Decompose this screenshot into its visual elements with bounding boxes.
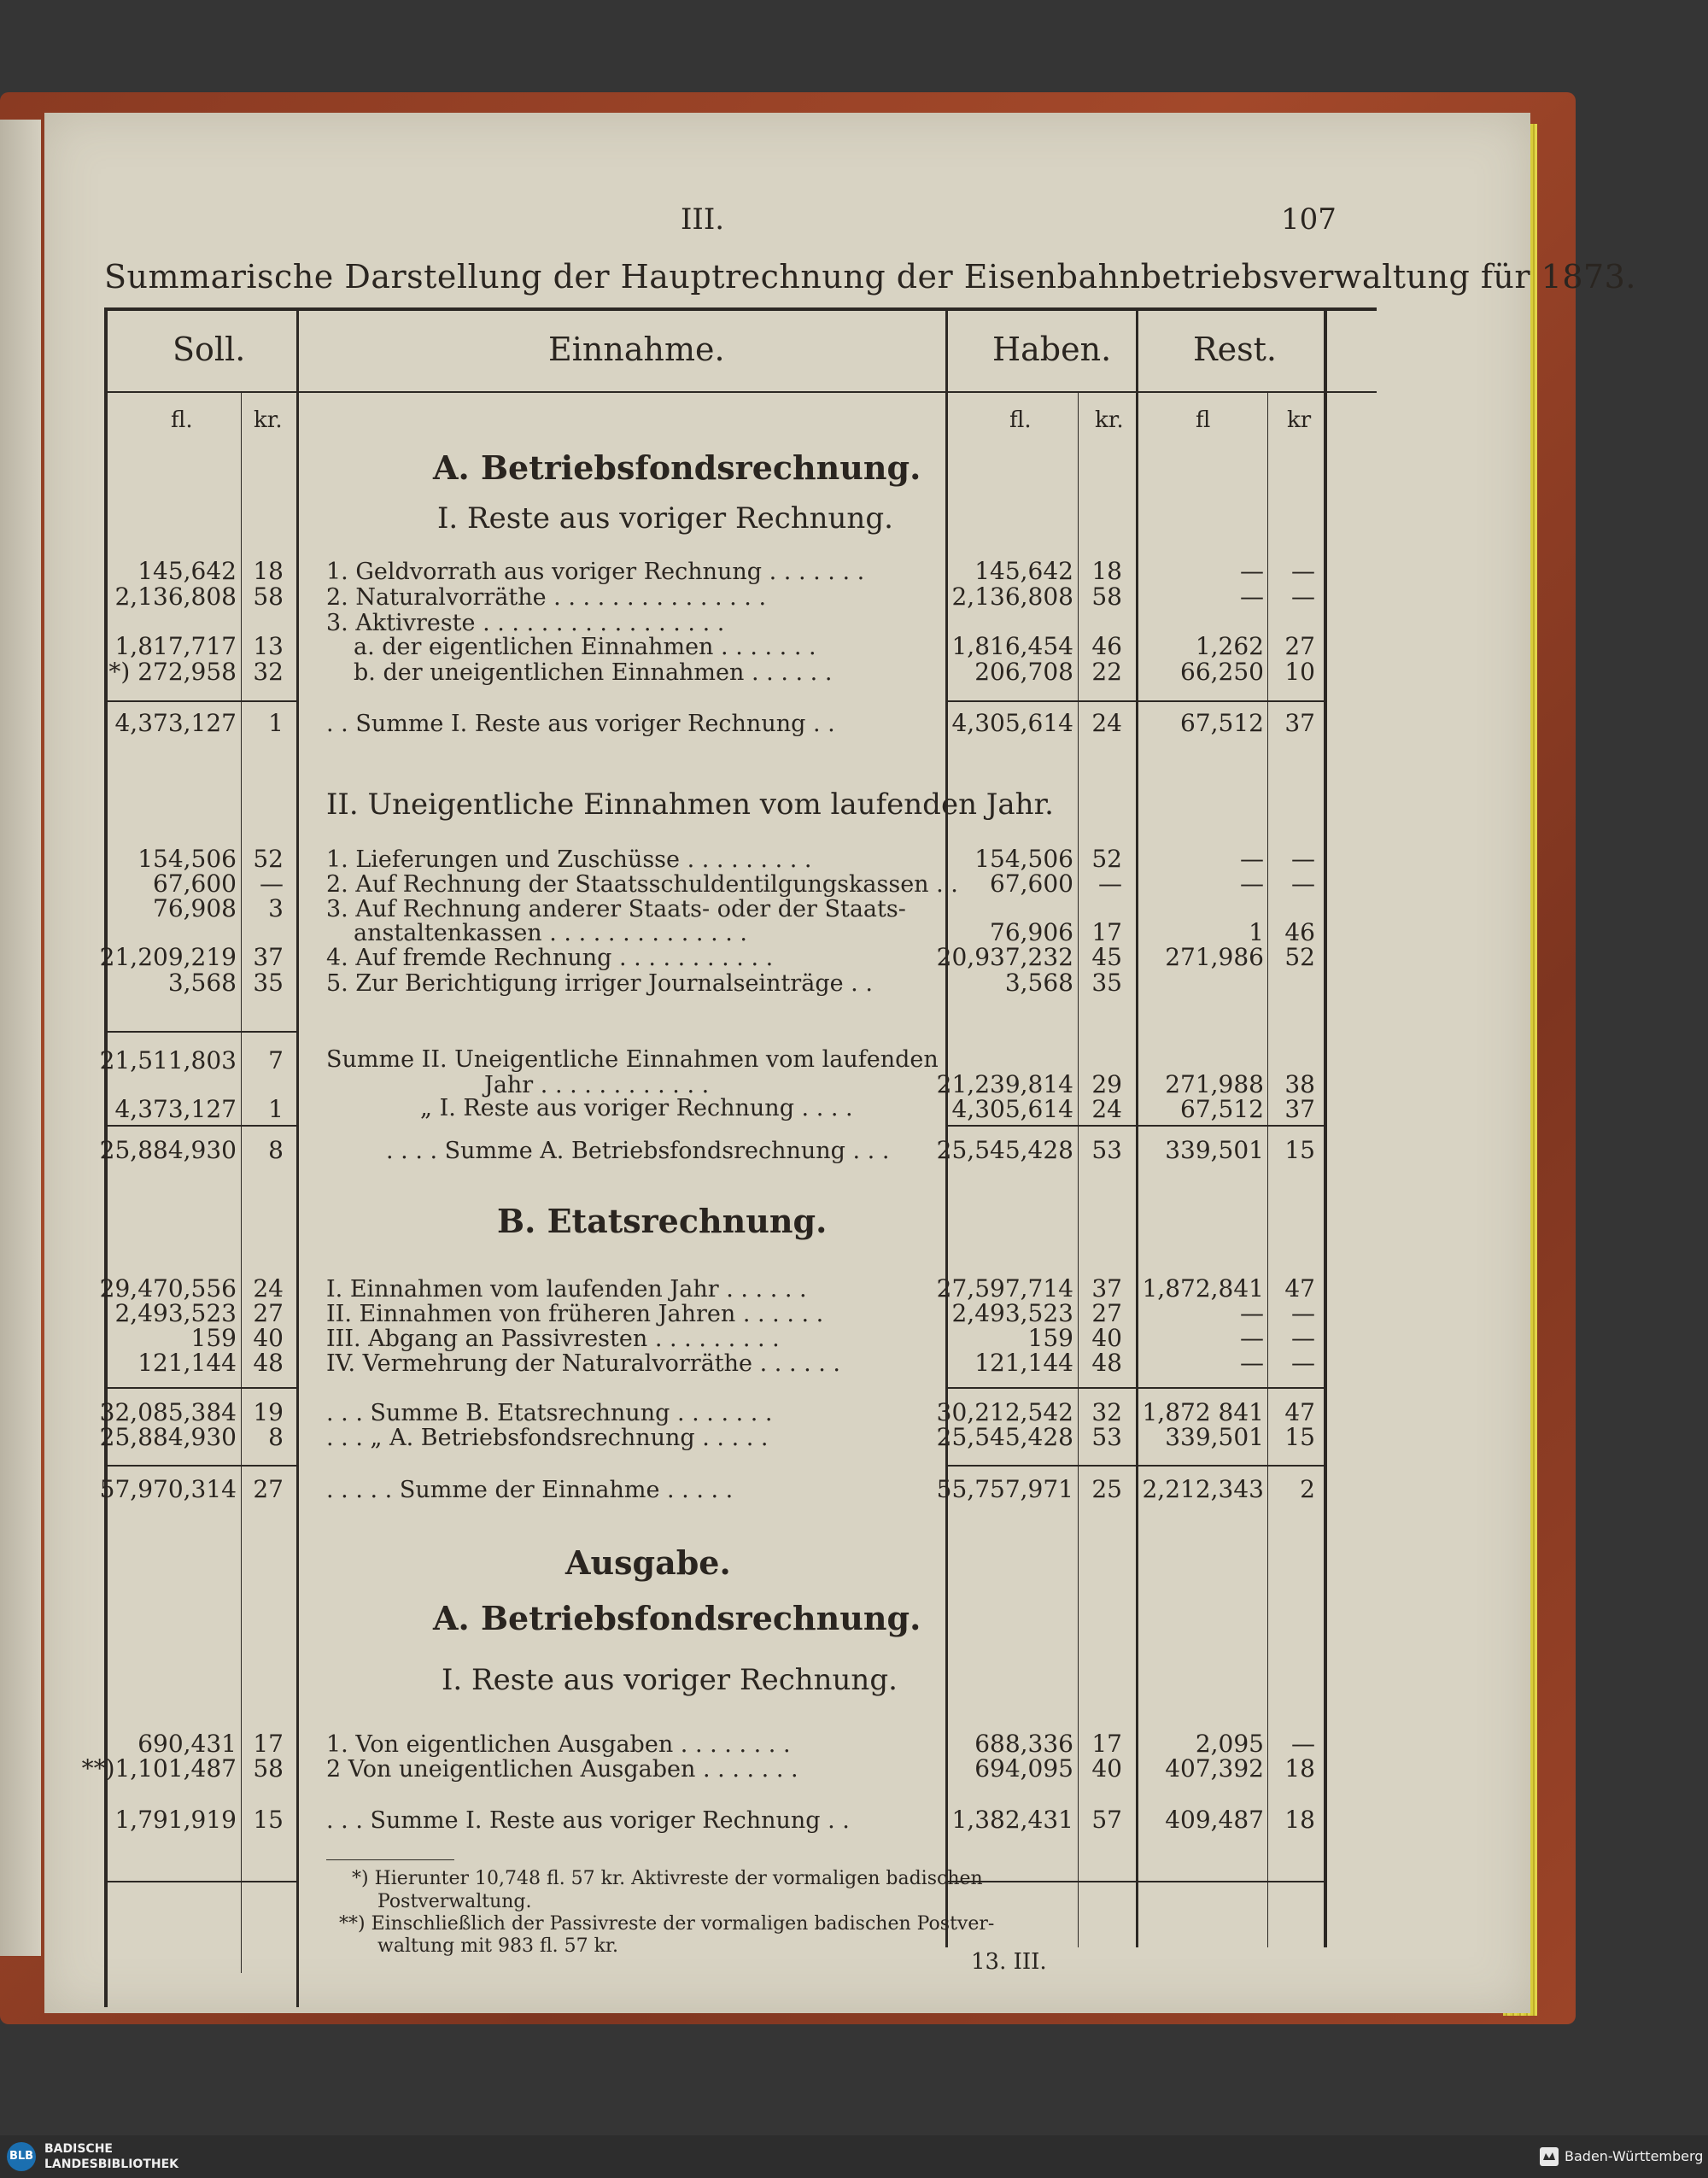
- rest-kr: 27: [1284, 632, 1315, 660]
- haben-fl: 145,642: [974, 557, 1073, 585]
- rest-fl: 67,512: [1180, 1095, 1264, 1123]
- row-text: 3. Aktivreste . . . . . . . . . . . . . . . . .: [326, 610, 725, 636]
- rest-kr: 38: [1284, 1070, 1315, 1098]
- haben-kr: 45: [1091, 943, 1122, 971]
- haben-kr: 35: [1091, 969, 1122, 997]
- unit-haben-kr: kr.: [1095, 407, 1124, 433]
- document-page: [44, 113, 1636, 2013]
- rest-fl: 2,095: [1195, 1730, 1264, 1758]
- haben-fl: 4,305,614: [951, 1095, 1073, 1123]
- haben-kr: 22: [1091, 658, 1122, 686]
- rest-kr: —: [1291, 845, 1315, 873]
- rest-fl: —: [1240, 1349, 1264, 1377]
- rest-fl: —: [1240, 1299, 1264, 1327]
- row-text: I. Einnahmen vom laufenden Jahr . . . . . .: [326, 1276, 807, 1303]
- row-text: 2. Naturalvorräthe . . . . . . . . . . . . . . .: [326, 584, 767, 611]
- soll-kr: 32: [253, 658, 284, 686]
- haben-kr: 32: [1091, 1398, 1122, 1426]
- rest-fl: —: [1240, 583, 1264, 611]
- haben-kr: 46: [1091, 632, 1122, 660]
- row-text: 3. Auf Rechnung anderer Staats- oder der Staats-: [326, 896, 906, 922]
- footnote-1-cont: Postverwaltung.: [377, 1891, 532, 1912]
- blb-line-1: BADISCHE: [44, 2142, 113, 2156]
- rest-kr: —: [1291, 557, 1315, 585]
- haben-fl: 30,212,542: [936, 1398, 1073, 1426]
- rest-fl: 66,250: [1180, 658, 1264, 686]
- rest-fl: —: [1240, 557, 1264, 585]
- haben-fl: 694,095: [974, 1754, 1073, 1783]
- rest-kr: 52: [1284, 943, 1315, 971]
- section-a-title: A. Betriebsfondsrechnung.: [433, 448, 921, 487]
- soll-kr: 3: [268, 894, 284, 922]
- row-text: III. Abgang an Passivresten . . . . . . . . .: [326, 1326, 780, 1352]
- soll-fl: 1,791,919: [114, 1806, 237, 1834]
- haben-fl: 2,493,523: [951, 1299, 1073, 1327]
- rest-kr: 18: [1284, 1754, 1315, 1783]
- unit-rest-fl: fl: [1196, 407, 1211, 433]
- rest-kr: 15: [1284, 1423, 1315, 1451]
- haben-kr: 53: [1091, 1423, 1122, 1451]
- haben-fl: 27,597,714: [936, 1274, 1073, 1303]
- row-text: 1. Lieferungen und Zuschüsse . . . . . . . . .: [326, 846, 812, 873]
- rest-fl: 1,872,841: [1142, 1274, 1264, 1303]
- haben-kr: 53: [1091, 1136, 1122, 1164]
- haben-fl: 3,568: [1004, 969, 1073, 997]
- soll-fl: 4,373,127: [114, 709, 237, 737]
- haben-fl: 25,545,428: [936, 1136, 1073, 1164]
- rest-kr: —: [1291, 1730, 1315, 1758]
- col-rest: Rest.: [1193, 331, 1277, 368]
- row-text: a. der eigentlichen Einnahmen . . . . . . .: [354, 634, 816, 660]
- rest-kr: 15: [1284, 1136, 1315, 1164]
- rest-kr: 46: [1284, 918, 1315, 946]
- soll-fl: 690,431: [137, 1730, 237, 1758]
- sum-rule-9: [948, 1465, 1324, 1467]
- soll-kr: 35: [253, 969, 284, 997]
- blb-logo-text[interactable]: [44, 2141, 232, 2172]
- haben-kr: 24: [1091, 1095, 1122, 1123]
- page-title: Summarische Darstellung der Hauptrechnung der Eisenbahnbetriebsverwaltung für 1873.: [104, 258, 1636, 296]
- ausgabe-section-a-title: A. Betriebsfondsrechnung.: [433, 1599, 921, 1637]
- sum-rule-4: [108, 1125, 296, 1127]
- row-text: . . Summe I. Reste aus voriger Rechnung . .: [326, 711, 835, 737]
- section-b-title: B. Etatsrechnung.: [497, 1202, 828, 1240]
- sum-rule-11: [948, 1881, 1324, 1882]
- col-einnahme: Einnahme.: [548, 331, 725, 368]
- haben-fl: 1,382,431: [951, 1806, 1073, 1834]
- unit-soll-kr: kr.: [254, 407, 283, 433]
- haben-fl: 76,906: [990, 918, 1073, 946]
- soll-fl: *) 272,958: [108, 658, 237, 686]
- ausgabe-title: Ausgabe.: [565, 1543, 731, 1582]
- sum-rule-3: [108, 1031, 296, 1033]
- soll-kr: 24: [253, 1274, 284, 1303]
- rest-kr-rule: [1267, 393, 1268, 1947]
- haben-kr: 25: [1091, 1475, 1122, 1503]
- rest-kr: 37: [1284, 1095, 1315, 1123]
- soll-kr: 15: [253, 1806, 284, 1834]
- haben-fl: 206,708: [974, 658, 1073, 686]
- soll-kr: 19: [253, 1398, 284, 1426]
- rest-fl: 2,212,343: [1142, 1475, 1264, 1503]
- rest-kr: 37: [1284, 709, 1315, 737]
- rest-fl: 1,872 841: [1142, 1398, 1264, 1426]
- haben-kr-rule: [1078, 393, 1079, 1947]
- section-mark: III.: [681, 202, 725, 237]
- soll-fl: 21,209,219: [99, 943, 237, 971]
- rest-fl: —: [1240, 845, 1264, 873]
- rest-kr: —: [1291, 1299, 1315, 1327]
- haben-fl: 25,545,428: [936, 1423, 1073, 1451]
- haben-kr: 24: [1091, 709, 1122, 737]
- soll-fl: 145,642: [137, 557, 237, 585]
- section-a-subtitle-2: II. Uneigentliche Einnahmen vom laufenden Jahr.: [326, 787, 1054, 822]
- soll-kr: 58: [253, 1754, 284, 1783]
- soll-kr: 52: [253, 845, 284, 873]
- sum-rule-1: [108, 700, 296, 702]
- row-text: 1. Von eigentlichen Ausgaben . . . . . . . .: [326, 1731, 791, 1758]
- soll-kr: 48: [253, 1349, 284, 1377]
- soll-kr: 18: [253, 557, 284, 585]
- page-number: 107: [1281, 202, 1337, 237]
- left-page-edge: [0, 120, 41, 1956]
- sum-rule-2: [948, 700, 1324, 702]
- soll-kr: 40: [253, 1324, 284, 1352]
- haben-fl: 55,757,971: [936, 1475, 1073, 1503]
- rest-kr: 47: [1284, 1274, 1315, 1303]
- rest-kr: 2: [1300, 1475, 1315, 1503]
- row-text: b. der uneigentlichen Einnahmen . . . . . .: [354, 659, 833, 686]
- rest-kr: 18: [1284, 1806, 1315, 1834]
- soll-fl: 1,817,717: [114, 632, 237, 660]
- baden-wuerttemberg-crest-icon[interactable]: [1537, 2145, 1561, 2169]
- footnote-2: **) Einschließlich der Passivreste der vormaligen badischen Postver-: [339, 1913, 995, 1935]
- text-right-rule: [945, 307, 948, 1947]
- haben-fl: 154,506: [974, 845, 1073, 873]
- footnote-2-cont: waltung mit 983 fl. 57 kr.: [377, 1935, 619, 1957]
- soll-fl: 76,908: [153, 894, 237, 922]
- footnote-1: *) Hierunter 10,748 fl. 57 kr. Aktivreste der vormaligen badischen: [352, 1868, 983, 1889]
- haben-kr: 27: [1091, 1299, 1122, 1327]
- haben-kr: 48: [1091, 1349, 1122, 1377]
- haben-fl: 159: [1027, 1324, 1073, 1352]
- rest-fl: 271,988: [1165, 1070, 1264, 1098]
- unit-haben-fl: fl.: [1009, 407, 1032, 433]
- soll-kr: 17: [253, 1730, 284, 1758]
- rest-fl: 67,512: [1180, 709, 1264, 737]
- row-text: . . . „ A. Betriebsfondsrechnung . . . . .: [326, 1425, 769, 1451]
- haben-kr: 37: [1091, 1274, 1122, 1303]
- haben-fl: 21,239,814: [936, 1070, 1073, 1098]
- row-text: „ I. Reste aus voriger Rechnung . . . .: [420, 1095, 853, 1121]
- haben-fl: 20,937,232: [936, 943, 1073, 971]
- rest-fl: —: [1240, 1324, 1264, 1352]
- row-text: 2. Auf Rechnung der Staatsschuldentilgungskassen . .: [326, 871, 958, 898]
- soll-fl: 25,884,930: [99, 1423, 237, 1451]
- soll-fl: 21,511,803: [99, 1046, 237, 1074]
- soll-fl: **)1,101,487: [81, 1754, 237, 1783]
- footnote-rule: [326, 1859, 454, 1860]
- soll-kr-rule: [241, 393, 242, 1973]
- soll-kr: 8: [268, 1423, 284, 1451]
- haben-kr: 40: [1091, 1754, 1122, 1783]
- unit-soll-fl: fl.: [171, 407, 193, 433]
- soll-fl: 67,600: [153, 869, 237, 898]
- haben-fl: 67,600: [990, 869, 1073, 898]
- soll-kr: 8: [268, 1136, 284, 1164]
- sum-rule-7: [948, 1387, 1324, 1389]
- rest-kr: —: [1291, 1324, 1315, 1352]
- row-text: . . . Summe I. Reste aus voriger Rechnung . .: [326, 1807, 850, 1834]
- haben-kr: 17: [1091, 1730, 1122, 1758]
- soll-fl: 25,884,930: [99, 1136, 237, 1164]
- rest-kr: 47: [1284, 1398, 1315, 1426]
- soll-fl: 154,506: [137, 845, 237, 873]
- section-a-subtitle-1: I. Reste aus voriger Rechnung.: [437, 501, 893, 536]
- rest-fl: 1,262: [1195, 632, 1264, 660]
- soll-kr: 58: [253, 583, 284, 611]
- table-right-rule: [1324, 307, 1327, 1947]
- soll-fl: 57,970,314: [99, 1475, 237, 1503]
- row-text: Summe II. Uneigentliche Einnahmen vom laufenden: [326, 1046, 939, 1073]
- haben-kr: 52: [1091, 845, 1122, 873]
- soll-kr: —: [260, 869, 284, 898]
- soll-fl: 159: [190, 1324, 237, 1352]
- row-text: . . . . Summe A. Betriebsfondsrechnung . . .: [386, 1138, 890, 1164]
- soll-kr: 7: [268, 1046, 284, 1074]
- blb-line-2: LANDESBIBLIOTHEK: [44, 2158, 179, 2171]
- soll-kr: 27: [253, 1475, 284, 1503]
- soll-fl: 121,144: [137, 1349, 237, 1377]
- haben-kr: 29: [1091, 1070, 1122, 1098]
- soll-fl: 4,373,127: [114, 1095, 237, 1123]
- row-text: 2 Von uneigentlichen Ausgaben . . . . . . .: [326, 1756, 798, 1783]
- col-haben: Haben.: [992, 331, 1112, 368]
- haben-right-rule: [1136, 307, 1138, 1947]
- blb-logo-icon[interactable]: BLB: [7, 2142, 36, 2171]
- rest-kr: —: [1291, 1349, 1315, 1377]
- soll-fl: 3,568: [167, 969, 237, 997]
- soll-right-rule: [296, 307, 299, 2007]
- haben-fl: 2,136,808: [951, 583, 1073, 611]
- rest-fl: 339,501: [1165, 1136, 1264, 1164]
- row-text: II. Einnahmen von früheren Jahren . . . . . .: [326, 1301, 824, 1327]
- soll-fl: 2,136,808: [114, 583, 237, 611]
- table-top-rule: [104, 307, 1377, 311]
- haben-kr: 57: [1091, 1806, 1122, 1834]
- row-text: . . . Summe B. Etatsrechnung . . . . . . .: [326, 1400, 773, 1426]
- haben-fl: 1,816,454: [951, 632, 1073, 660]
- haben-kr: —: [1098, 869, 1122, 898]
- row-text: . . . . . Summe der Einnahme . . . . .: [326, 1477, 734, 1503]
- soll-kr: 37: [253, 943, 284, 971]
- soll-kr: 27: [253, 1299, 284, 1327]
- unit-rest-kr: kr: [1287, 407, 1312, 433]
- sum-rule-6: [108, 1387, 296, 1389]
- soll-kr: 1: [268, 709, 284, 737]
- soll-kr: 13: [253, 632, 284, 660]
- row-text: IV. Vermehrung der Naturalvorräthe . . . . . .: [326, 1350, 841, 1377]
- haben-fl: 688,336: [974, 1730, 1073, 1758]
- header-bottom-rule: [104, 391, 1377, 393]
- sum-rule-5: [948, 1125, 1324, 1127]
- baden-wuerttemberg-label[interactable]: Baden-Württemberg: [1565, 2148, 1704, 2164]
- haben-kr: 58: [1091, 583, 1122, 611]
- rest-fl: 1: [1249, 918, 1264, 946]
- rest-fl: 271,986: [1165, 943, 1264, 971]
- soll-fl: 2,493,523: [114, 1299, 237, 1327]
- rest-kr: —: [1291, 869, 1315, 898]
- haben-kr: 40: [1091, 1324, 1122, 1352]
- soll-fl: 29,470,556: [99, 1274, 237, 1303]
- row-text: 4. Auf fremde Rechnung . . . . . . . . . . .: [326, 945, 774, 971]
- col-soll: Soll.: [173, 331, 246, 368]
- haben-fl: 4,305,614: [951, 709, 1073, 737]
- haben-fl: 121,144: [974, 1349, 1073, 1377]
- sum-rule-10: [108, 1881, 296, 1882]
- soll-kr: 1: [268, 1095, 284, 1123]
- soll-fl: 32,085,384: [99, 1398, 237, 1426]
- haben-kr: 17: [1091, 918, 1122, 946]
- row-text: anstaltenkassen . . . . . . . . . . . . . .: [354, 920, 747, 946]
- rest-kr: —: [1291, 583, 1315, 611]
- row-text: Jahr . . . . . . . . . . . .: [484, 1072, 710, 1098]
- rest-fl: —: [1240, 869, 1264, 898]
- rest-kr: 10: [1284, 658, 1315, 686]
- rest-fl: 409,487: [1165, 1806, 1264, 1834]
- rest-fl: 407,392: [1165, 1754, 1264, 1783]
- footer-bar: [0, 2135, 1708, 2178]
- sum-rule-8: [108, 1465, 296, 1467]
- ausgabe-subtitle-1: I. Reste aus voriger Rechnung.: [442, 1663, 898, 1697]
- sheet-mark: 13. III.: [971, 1949, 1047, 1975]
- rest-fl: 339,501: [1165, 1423, 1264, 1451]
- row-text: 5. Zur Berichtigung irriger Journalseinträge . .: [326, 970, 873, 997]
- haben-kr: 18: [1091, 557, 1122, 585]
- row-text: 1. Geldvorrath aus voriger Rechnung . . . . . . .: [326, 559, 865, 585]
